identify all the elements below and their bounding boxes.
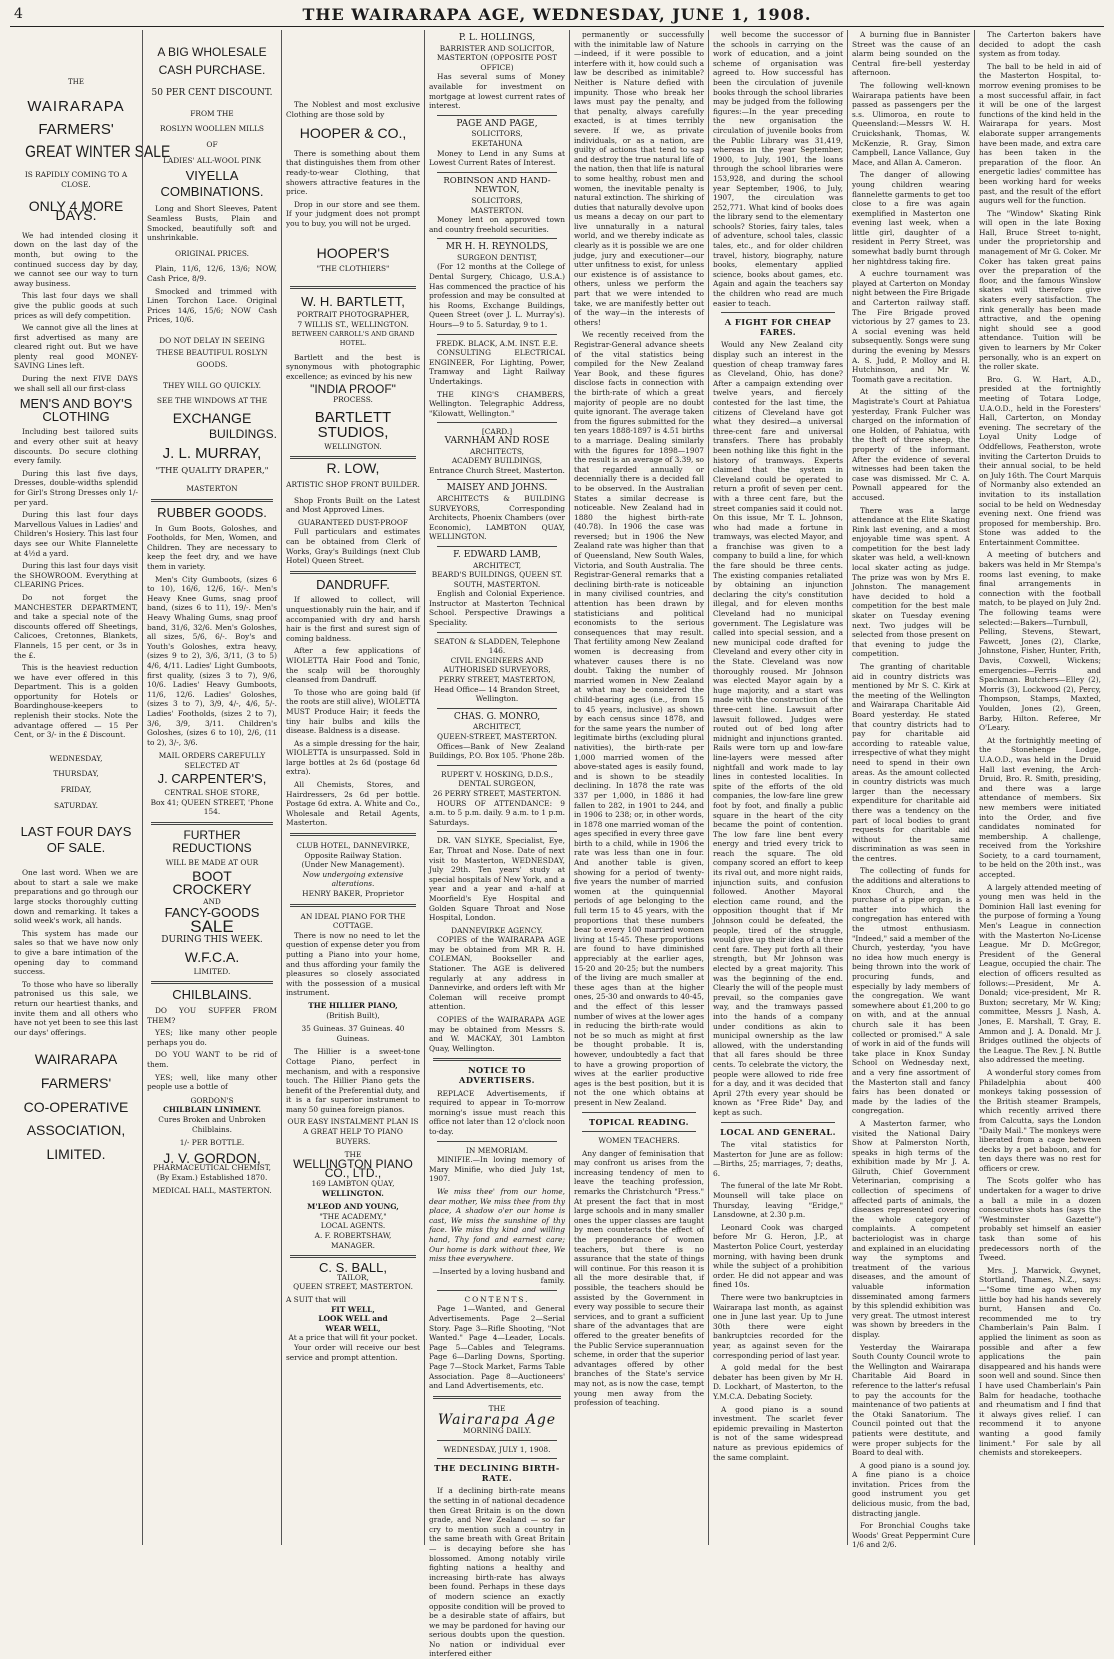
ad-line: GUARANTEED DUST-PROOF: [297, 517, 409, 527]
ad-paragraph: THE KING'S CHAMBERS, Wellington. Telegraphic Address, "Kilowatt, Wellington.": [429, 389, 565, 418]
ad-heading: LAST FOUR DAYS OF SALE.: [20, 824, 132, 856]
divider: [290, 456, 416, 459]
ad-paragraph: Smocked and trimmed with Linen Torchon Lace. Original Prices 14/6, 15/6; NOW Cash Prices, 10/6.: [147, 286, 277, 325]
ad-line: At a price that will fit your pocket.: [288, 1333, 418, 1343]
ad-paragraph: During this last five days, Dresses, double-widths splendid for Girl's Strong Dresses only 1/- per yard.: [14, 468, 138, 507]
ad-paragraph: During this last four days visit the SHOWROOM. Everything at CLEARING Prices.: [14, 561, 138, 590]
article-paragraph: A meeting of butchers and bakers was held in Mr Stempa's rooms last evening, to make final arrangements in connection with the football match, to be played on July 2nd. The following teams were selected:—Bakers—Turnbull, Pelling, Stevens, Stewart, Fawcett, Jones (2), Clarke, Johnstone, Fisher, Hunter, Frith, Davis, Coxwell, Wickens; emergencies—Ferris and Spackman. Butchers—Elley (2), Morris (3), Lockwood (2), Percy, Thompson, Stamps, Maxted, Youlden, Jones (2), Green, Barby, Hilton. Referee, Mr O'Leary.: [979, 550, 1101, 733]
ad-line: ARCHITECT,: [472, 560, 522, 570]
column-rule: [281, 30, 282, 1545]
ad-line: PORTRAIT PHOTOGRAPHER,: [296, 310, 410, 320]
ad-paragraph: All Chemists, Stores, and Hairdressers, 2s 6d per bottle. Postage 6d extra. A. White and Co., Wholesale and Retail Agents, Masterton.: [286, 780, 420, 828]
article-paragraph: The granting of charitable aid in country districts was mentioned by Mr S. C. Kirk at the meeting of the Wellington and Wairarapa Charitable Aid Board yesterday. He stated that country districts had to pay for charitable aid according to rateable value, irrespective of what they might need to spend in their own areas. As the amount collected in country districts was much larger than the necessary expenditure for charitable aid there was a tendency on the part of local bodies to grant requests for charitable aid without the same discrimination as was seen in the centres.: [852, 662, 970, 863]
ad-heading: LIMITED.: [46, 1145, 106, 1162]
ad-day: SATURDAY.: [54, 800, 98, 810]
ad-paragraph: We had intended closing it down on the last day of the month, but owing to the continued success day by day, we cannot see our way to turn away business.: [14, 230, 138, 288]
divider: [437, 172, 557, 173]
ad-paragraph: Bartlett and the best is synonymous with photographic excellence; as evinced by his new: [286, 352, 420, 381]
newspaper-title: THE WAIRARAPA AGE, WEDNESDAY, JUNE 1, 1908.: [302, 5, 812, 24]
ad-line: PERRY STREET, MASTERTON,: [438, 675, 556, 685]
divider: [437, 1440, 557, 1441]
ad-line: 169 LAMBTON QUAY,: [311, 1179, 395, 1189]
article-paragraph: Would any New Zealand city display such an interest in the question of cheap tramway fares as Cleveland, Ohio, has done? After a campaign extending over twelve years, and fiercely contested for the last time, the citizens of Cleveland have got what they desired—a universal three-cent fare and universal transfers. There has probably been nothing like this fight in the history of tramways. Experts claimed that the system in Cleveland could be operated to return a profit of seven per cent. with a three cent fare, but the street companies said it could not. On this issue, Mr T. L. Johnson, who had made a fortune in tramways, was elected Mayor, and a franchise was given to a company to build a line, for which the fare should be three cents. The existing companies retaliated by obtaining an injunction declaring the city's constitution illegal, and for eleven months Cleveland had no municipal government. The Legislature was called into special session, and a new municipal code drafted for Cleveland and every other city in the State. Cleveland was now thoroughly roused. Mr Johnson was elected Mayor again by a huge majority, and a start was made with the construction of the three-cent line. Lawsuit after lawsuit followed. Judges were routed out of bed long after midnight and injunctions granted. Rails were torn up and low-fare line-layers were messed after nightfall and work made to lay lines in contested localities. In spite of the efforts of the old companies, the low-fare line grew foot by foot, and finally a public square in the heart of the city became the point of contention. The low fare line bent every energy and tried every trick to reach the square. The old company scored an effort to keep its rival out, and more night raids, injunction suits, and confusion followed. Another Mayoral election came round, and the opposition thought that if Mr Johnson could be defeated, the people, tired of the struggle, would give up their idea of a three cent fare. They put forth all their strength, but Mr Johnson was elected by a great majority. This was the beginning of the end. Clearly the will of the people must prevail, so the companies gave way, and the tramways passed into the hands of a company under conditions as akin to municipal ownership as the law allowed, with the understanding that all fares should be three cents. To celebrate the victory, the people were allowed to ride free for a day, and it was decided that April 27th every year should be known as "Free Ride" Day, and kept as such.: [713, 340, 843, 1117]
column-leader: [574, 30, 704, 1550]
ad-day: WEDNESDAY,: [49, 753, 103, 763]
ad-paragraph: DO YOU SUFFER FROM THEM?: [147, 1005, 277, 1025]
article-paragraph: The Scots golfer who has undertaken for a wager to drive a ball a mile in a dozen consecutive shots has (says the "Westminster Gazette") probably set himself an easier task than some of his predecessors north of the Tweed.: [979, 1176, 1101, 1263]
ad-paragraph: HOURS OF ATTENDANCE: 9 a.m. to 5 p.m. daily. 9 a.m. to 1 p.m. Saturdays.: [429, 798, 565, 827]
ad-heading: CASH PURCHASE.: [158, 62, 266, 77]
ad-line: A. F. ROBERTSHAW,: [314, 1231, 392, 1240]
column-local-news-2: [979, 30, 1101, 1550]
ad-line: THE: [344, 1150, 362, 1160]
divider: [437, 422, 557, 423]
ad-heading: FANCY-GOODS: [164, 905, 260, 921]
ad-heading: J. CARPENTER'S,: [157, 771, 267, 787]
section-heading: THE DECLINING BIRTH-RATE.: [434, 1463, 560, 1483]
card-heading: MAISEY AND JOHNS.: [446, 483, 548, 494]
divider: [151, 499, 273, 502]
ad-heading: COMBINATIONS.: [160, 183, 264, 199]
divider: [437, 1290, 557, 1291]
section-heading: A FIGHT FOR CHEAP FARES.: [724, 317, 832, 337]
column-rule: [424, 30, 425, 1545]
ad-line: MAIL ORDERS CAREFULLY SELECTED AT: [158, 751, 266, 770]
ad-line: (By Exam.) Established 1870.: [156, 1172, 268, 1182]
ad-heading: EXCHANGE: [172, 410, 252, 427]
ad-line: QUEEN-STREET, MASTERTON.: [437, 732, 557, 741]
divider: [721, 1122, 835, 1123]
ad-line: Now undergoing extensive alterations.: [302, 869, 404, 889]
ad-paragraph: MINIFIE.—In loving memory of Mary Minifie, who died July 1st, 1907.: [429, 1155, 565, 1184]
article-paragraph: A largely attended meeting of young men was held in the Dominion Hall last evening for the purpose of forming a Young Men's League in connection with the Masterton No-License League. Mr D. McGregor, President of the General League, occupied the chair. The election of officers resulted as follows:—President, Mr A. Donald; vice-president, Mr R. Buxton; secretary, Mr W. King; committee, Messrs J. Nash, A. Jones, E. Marshall, T. Gray, E. Ammon and J. A. Donald. Mr J. Bridges outlined the objects of the League. The Rev. J. N. Buttle also addressed the meeting.: [979, 882, 1101, 1065]
card-heading: VARNHAM AND ROSE: [444, 435, 550, 446]
ad-paragraph: This last four days we shall give the public goods at such prices as will defy competition.: [14, 291, 138, 320]
ad-heading: ASSOCIATION,: [26, 1122, 126, 1139]
ad-heading: R. LOW,: [326, 460, 380, 477]
divider: [437, 1141, 557, 1142]
ad-heading: J. V. GORDON,: [163, 1149, 261, 1166]
ad-heading: WELLINGTON PIANO CO., LTD.,: [293, 1156, 413, 1181]
card-heading: F. EDWARD LAMB,: [453, 549, 541, 560]
divider: [437, 238, 557, 239]
section-heading: LOCAL AND GENERAL.: [720, 1126, 836, 1137]
divider: [437, 632, 557, 633]
ad-line: —Inserted by a loving husband and family.: [432, 1266, 565, 1286]
divider: [437, 708, 557, 709]
divider: [151, 981, 273, 984]
card-heading: CHAS. G. MONRO,: [453, 711, 541, 722]
ad-line: Head Office— 14 Brandon Street, Wellington.: [433, 684, 561, 704]
ad-line: WILL BE MADE AT OUR: [165, 858, 259, 868]
ad-line: CLUB HOTEL, DANNEVIRKE, Opposite Railway Station.: [296, 841, 410, 860]
ad-line: MEDICAL HALL, MASTERTON.: [152, 1186, 272, 1196]
ad-paragraph: As a simple dressing for the hair, WIOLETTA is unsurpassed. Sold in large bottles at 2s 6d (postage 6d extra).: [286, 738, 420, 777]
column-ads-2: [147, 30, 277, 1550]
ad-line: WEAR WELL,: [325, 1323, 381, 1333]
ad-paragraph: DR. VAN SLYKE, Specialist, Eye, Ear, Throat and Nose. Date of next visit to Masterton, WEDNESDAY, July 29th. Ten years' study at special hospitals of New York, and a year and a year and a-half at Moorfield's Eye Hospital and Golden Square Throat and Nose Hospital, London.: [429, 836, 565, 923]
article-paragraph: A euchre tournament was played at Carterton on Monday night between the Fire Brigade and Carterton railway staff. The Fire Brigade proved victorious by 27 games to 23. A social evening was held subsequently. Songs were sung during the evening by Messrs A. S. Judd, P. Molloy and H. Hutchinson, and Mr W. Toomath gave a recitation.: [852, 269, 970, 384]
article-paragraph: There were two bankruptcies in Wairarapa last month, as against one in June last year. Up to June 30th there were eight bankruptcies recorded for the year, as against seven for the corresponding period of last year.: [713, 1293, 843, 1360]
ad-line: "THE CLOTHIERS": [316, 264, 390, 274]
ad-paragraph: YES; well, like many other people use a bottle of: [147, 1072, 277, 1092]
ad-line: THEY WILL GO QUICKLY.: [162, 380, 262, 390]
column-rule: [847, 30, 848, 1545]
article-paragraph: We recently received from the Registrar-General advance sheets of the vital statistics being compiled for the New Zealand Year Book, and these figures disclose facts in connection with the birth-rate of which a great majority of people are no doubt quite ignorant. The average taken from the figures submitted for the ten years 1888-1897 is 4.51 births to a marriage. Dealing similarly with the figures for 1898—1907 the result is an average of 3.39, so that regarded annually or decennially there is a decided fall to be observed. In the Australian States a similar decrease is noticeable. New Zealand had in 1880 the highest birth-rate (40.78). In 1906 the case was reversed; but in 1906 the New Zealand rate was higher than that of Queensland, New South Wales, Victoria, and South Australia. The Registrar-General remarks that a declining birth-rate is noticeable in many civilised countries, and attention has been drawn by statisticians and political economists to the serious consequences that may result. That fertility among New Zealand women is decreasing from whatever causes there is no doubt. Taking the number of married women in New Zealand at what may be considered the child-bearing ages (i.e., from 15 to 45 years, inclusive) as shown by each census since 1878, and for the same years the number of legitimate births (excluding plural nativities), the birth-rate per 1,000 married women of the above-stated ages is easily found, and is shown to be steadily declining. In 1878 the rate was 337 per 1,000, in 1886 it had fallen to 282, in 1901 to 244, and in 1906 to 238; or, in other words, in 1878 one married woman of the ages specified in every three gave birth to a child, while in 1906 the rate was less than one in four. And another table is given, showing for a period of twenty-five years the number of married women at the quinquennial periods of age belonging to the full term 15 to 45 years, with the proportions that these numbers bear to every 100 married women living at 15-45. These proportions are found to have diminished appreciably at the earlier ages, 15-20 and 20-25; but the numbers of the living are much smaller at these ages than at the higher ones, 25-30 and onwards to 40-45, and the effect of this lesser number of wives at the lower ages in reducing the birth-rate would not be so much as might at first be thought probable. It is, however, undoubtedly a fact that to have a growing proportion of wives at the earlier productive ages is the best position, but it is not the one which obtains at present in New Zealand.: [574, 330, 704, 1107]
ad-heading: SALE: [190, 917, 234, 936]
ad-heading: HOOPER'S: [316, 244, 390, 261]
card-heading: MR H. H. REYNOLDS,: [445, 242, 549, 253]
column-articles: [713, 30, 843, 1550]
ad-heading: FARMERS': [40, 1074, 112, 1091]
article-paragraph: well become the successor of the schools in carrying on the work of education, and a joint scheme of organisation was agreed to. How successful has been the circulation of juvenile books through the school libraries may be judged from the following figures:—In the year preceding the new organisation the circulation of juvenile books from the Public Library was 31,419, whereas in the year September, 1900, to July, 1901, the loans through the school libraries were 153,928, and during the school year September, 1906, to July, 1907, the circulation was 252,771. What kind of books does the library send to the elementary schools? Stories, fairy tales, tales of adventure, school tales, classic tales, etc., and for older children travel, history, biography, nature books, elementary applied science, books about games, etc. Again and again the teachers say the children who read are much easier to teach.: [713, 30, 843, 308]
article-paragraph: The Carterton bakers have decided to adopt the cash system as from today.: [979, 30, 1101, 59]
ad-paragraph: COPIES of the WAIRARAPA AGE may be obtained from Messrs S. and W. MACKAY, 301 Lambton Quay, Wellington.: [429, 1015, 565, 1053]
ad-line: FROM THE: [190, 108, 234, 118]
ad-paragraph: To those who have so liberally patronised us this sale, we return our heartiest thanks, and invite them and all others who have not yet been to see this last our days' offerings.: [14, 979, 138, 1037]
ad-the: THE: [68, 78, 84, 86]
ad-heading: FARMERS': [38, 121, 114, 139]
ad-paragraph: Page 1—Wanted, and General Advertisements. Page 2—Serial Story. Page 3—Rifle Shooting, "Not Wanted." Page 4—Leader, Locals. Page 5—Cables and Telegrams. Page 6—Darling Downs, Sporting. Page 7—Stock Market, Farms Table Association. Page 8—Auctioneers' and Land Advertisements, etc.: [429, 1304, 565, 1391]
column-local-news: [852, 30, 970, 1550]
ad-paragraph: ARCHITECTS & BUILDING SURVEYORS, Corresponding Architects, Phoenix Chambers (over Economic), LAMBTON QUAY, WELLINGTON.: [429, 493, 565, 542]
ad-line: LOOK WELL and: [318, 1314, 388, 1324]
ad-line: BETWEEN CARROLL'S AND GRAND HOTEL.: [291, 329, 415, 348]
ad-line: CIVIL ENGINEERS AND AUTHORISED SURVEYORS,: [443, 655, 551, 675]
ad-line: 7 WILLIS ST., WELLINGTON.: [297, 319, 409, 329]
ad-paragraph: During this last four days Marvellous Values in Ladies' and Children's Hosiery. This last four days see our White Flannelette at 4½d a yard.: [14, 510, 138, 558]
ad-line: 35 Guineas. 37 Guineas. 40 Guineas.: [301, 1024, 405, 1043]
page-number: 4: [14, 6, 23, 22]
article-paragraph: For Bronchial Coughs take Woods' Great Peppermint Cure 1/6 and 2/6.: [852, 1521, 970, 1550]
ad-heading: "INDIA PROOF": [310, 382, 396, 397]
ad-line: OF: [206, 139, 218, 149]
ad-line: WELLINGTON.: [324, 441, 382, 451]
ad-line: FIT WELL,: [331, 1304, 375, 1314]
article-paragraph: The "Window" Skating Rink will open in the late Boxing Hall, Bruce Street to-night, under the proprietorship and management of Mr G. Coker. Mr Coker has taken great pains over the preparation of the floor, and the famous Winslow skates will therefore give skaters every satisfaction. The rink generally has been made attractive, and the opening night should see a good attendance. Tuition will be given to learners by Mr Coker personally, who is an expert on the roller skate.: [979, 208, 1101, 372]
ad-line: LADIES' ALL-WOOL PINK: [162, 155, 262, 165]
ad-paragraph: The Hillier is a sweet-tone Cottage Piano, perfect in mechanism, and with a responsive touch. The Hillier Piano gets the benefit of the Preferential duty, and it is a far superior instrument to many 50 guinea foreign pianos.: [286, 1047, 420, 1114]
ad-line: 26 PERRY STREET, MASTERTON.: [432, 788, 562, 798]
article-paragraph: A gold medal for the best debater has been given by Mr H. D. Lockhart, of Masterton, to the Y.M.C.A. Debating Society.: [713, 1363, 843, 1401]
ad-line: TAILOR,: [337, 1272, 369, 1282]
ad-paragraph: The Noblest and most exclusive Clothing are those sold by: [286, 100, 420, 119]
section-heading: CONTENTS.: [464, 1294, 530, 1304]
ad-heading: W. H. BARTLETT,: [301, 293, 405, 309]
ad-line: "THE ACADEMY,": [319, 1211, 387, 1221]
ad-line: (Under New Management).: [301, 860, 405, 870]
ad-line: M'LEOD AND YOUNG,: [307, 1202, 399, 1212]
ad-heading: BARTLETT: [314, 408, 392, 426]
section-subheading: WOMEN TEACHERS.: [598, 1136, 680, 1146]
ad-line: DO NOT DELAY IN SEEING THESE BEAUTIFUL ROSLYN GOODS.: [156, 335, 268, 369]
ad-line: Entrance Church Street, Masterton.: [429, 465, 565, 475]
card-heading: P. L. HOLLINGS,: [458, 33, 536, 43]
ad-heading: HOOPER & CO.,: [299, 125, 407, 142]
ad-line: "THE QUALITY DRAPER,": [155, 465, 269, 476]
ad-line: THE HILLIER PIANO,: [308, 1000, 398, 1010]
ad-line: ACADEMY BUILDINGS,: [451, 456, 543, 466]
ad-paragraph: After a few applications of WIOLETTA Hair Food and Tonic, the scalp will be thoroughly cleansed from Dandruff.: [286, 646, 420, 685]
ad-line: HENRY BAKER, Proprietor: [302, 889, 404, 898]
ad-day: FRIDAY,: [60, 785, 92, 795]
column-cards: [429, 30, 565, 1659]
ad-paragraph: There is now no need to let the question of expense deter you from putting a Piano into your home, and thus affording your family the pleasures so closely associated with the possession of a musical instrument.: [286, 930, 420, 998]
divider: [437, 334, 557, 335]
ad-heading: C. S. BALL,: [319, 1260, 387, 1276]
ad-line: WELLINGTON.: [322, 1188, 384, 1198]
ad-heading: GREAT WINTER SALE: [25, 141, 171, 161]
divider: [290, 904, 416, 907]
article-paragraph: A Masterton farmer, who visited the National Dairy Show at Palmerston North, speaks in high terms of the exhibition made by Mr J. A. Gilruth, Chief Government Veterinarian, comprising a collection of specimens of affected parts of animals, the diseases represented covering the whole category of complaints. A competent bacteriologist was in charge and explained in an elucidating way the symptoms and treatment of the various diseases, and the amount of valuable information disseminated among farmers by this splendid exhibition was very great. The utmost interest was shown by breeders in the display.: [852, 1118, 970, 1339]
ad-paragraph: One last word. When we are about to start a sale we make preparations and go through our large stocks thoroughly cutting down and remarking. It takes a solid week's work, all hands.: [14, 868, 138, 926]
ad-paragraph: During the next FIVE DAYS we shall sell all our first-class: [14, 374, 138, 393]
article-paragraph: The vital statistics for Masterton for June are as follow:—Births, 25; marriages, 7; deaths, 6.: [713, 1140, 843, 1178]
ad-paragraph: (For 12 months at the College of Dental Surgery, Chicago, U.S.A.) Has commenced the practice of his profession and may be consulted at his Rooms, Exchange Buildings, Queen Street (over J. L. Murray's). Hours—9 to 5. Saturday, 9 to 1.: [429, 262, 565, 330]
ad-paragraph: This system has made our sales so that we have now only to give a bare intimation of the opening day to command success.: [14, 928, 138, 977]
ad-line: 1/- PER BOTTLE.: [179, 1138, 245, 1148]
ad-paragraph: Long and Short Sleeves, Patent Seamless Busts, Plain and Smocked, beautifully soft and unshrinkable.: [147, 204, 277, 243]
ad-line: LIMITED.: [193, 966, 231, 976]
ad-paragraph: If allowed to collect, will unquestionably ruin the hair, and if accompanied with dry and harsh hair is the first and surest sign of coming baldness.: [286, 595, 420, 643]
article-paragraph: Leonard Cook was charged before Mr G. Heron, J.P., at Masterton Police Court, yesterday morning, with having been drunk while the subject of a prohibition order. He did not appear and was fined 10s.: [713, 1222, 843, 1290]
ad-heading: DANDRUFF.: [316, 576, 390, 592]
ad-line: EKETAHUNA: [471, 138, 523, 148]
ad-heading: STUDIOS,: [317, 424, 389, 442]
divider: [582, 1131, 696, 1132]
ad-heading: WAIRARAPA: [34, 1051, 118, 1068]
article-paragraph: At the fortnightly meeting of the Stonehenge Lodge, U.A.O.D., was held in the Druid Hall last evening, the Arch-Druid, Bro. R. Smith, presiding, and there was a large attendance of members. Six new members were initiated into the Order, and five candidates nominated for membership. A challenge, received from the Yorkshire Society, to a card tournament, to be held on the 20th inst., was accepted.: [979, 735, 1101, 880]
ad-paragraph: Offices—Bank of New Zealand Buildings, P.O. Box 105. 'Phone 28b.: [429, 741, 565, 761]
article-paragraph: There was a large attendance at the Elite Skating Rink last evening, and a most enjoyable time was spent. A competition for the best lady skater was held, a well-known local skater acting as judge. The prize was won by Mrs E. Johnston. The management have decided to hold a competition for the best male skater on Tuesday evening next. Two judges will be selected from those present on that evening to judge the competition.: [852, 505, 970, 659]
divider: [437, 546, 557, 547]
ad-line: ARTISTIC SHOP FRONT BUILDER.: [286, 480, 420, 490]
ad-paragraph: YES; like many other people perhaps you do.: [147, 1028, 277, 1047]
article-paragraph: At the sitting of the Magistrate's Court at Pahiatua yesterday, Frank Fulcher was charged on the information of one Holden, of Pahiatua, with the theft of three sheep, the property of the informant. After the evidence of several witnesses had been taken the case was dismissed. Mr C. A. Pownall appeared for the accused.: [852, 387, 970, 502]
ad-line: AN IDEAL PIANO FOR THE COTTAGE.: [300, 911, 406, 931]
card-heading: ROBINSON AND HAND-NEWTON,: [443, 175, 551, 196]
ad-line: BEARD'S BUILDINGS, QUEEN ST. SOUTH, MASTERTON.: [431, 570, 563, 589]
divider: [437, 115, 557, 116]
ad-paragraph: Your order will receive our best service and prompt attention.: [286, 1342, 420, 1362]
ad-line: SEE THE WINDOWS AT THE: [156, 396, 268, 406]
ad-line: ROSLYN WOOLLEN MILLS: [160, 124, 264, 134]
ad-paragraph: To those who are going bald (if the roots are still alive), WIOLETTA MUST Produce Hair; it feeds the tiny hair bulbs and kills the disease. Baldness is a disease.: [286, 687, 420, 736]
article-paragraph: A good piano is a sound investment. The scarlet fever epidemic prevailing in Masterton is not of the same widespread nature as previous epidemics of the same complaint.: [713, 1404, 843, 1462]
ad-line: A SUIT that will: [286, 1294, 347, 1304]
ad-line: GORDON'S: [190, 1095, 234, 1105]
ad-heading: W.F.C.A.: [184, 949, 240, 966]
ad-line: MASTERTON (OPPOSITE POST OFFICE): [436, 53, 558, 72]
ad-paragraph: Shop Fronts Built on the Latest and Most Approved Lines.: [286, 495, 420, 515]
ad-heading: RUBBER GOODS.: [157, 505, 267, 521]
ad-paragraph: DO YOU WANT to be rid of them.: [147, 1050, 277, 1069]
ad-line: QUEEN STREET, MASTERTON.: [293, 1282, 413, 1292]
ad-paragraph: We miss thee' from our home, dear mother, We miss thee from thy place, A shadow o'er our home is cast, We miss the sunshine of thy face. We miss thy kind and willing hand, Thy fond and earnest care; Our home is dark without thee, We miss thee everywhere.: [429, 1186, 565, 1264]
ad-line: OUR EASY INSTALMENT PLAN IS A GREAT HELP TO PIANO BUYERS.: [287, 1117, 419, 1146]
ad-line: MASTERTON.: [470, 205, 524, 215]
ad-line: MASTERTON: [186, 484, 238, 494]
article-paragraph: A good piano is a sound joy. A fine piano is a choice invitation. Prices from the good instrument you get delicious music, from the bad, distracting jangle.: [852, 1460, 970, 1518]
ad-paragraph: Money to Lend in any Sums at Lowest Current Rates of Interest.: [429, 148, 565, 168]
ad-paragraph: Drop in our store and see them. If your judgment does not prompt you to buy, you will not be urged.: [286, 199, 420, 228]
divider: [290, 571, 416, 574]
ad-heading: BUILDINGS.: [208, 426, 277, 441]
ad-line: MORNING DAILY.: [462, 1426, 532, 1435]
card-heading: SEATON & SLADDEN, Telephone 146.: [434, 636, 560, 656]
divider: [290, 1255, 416, 1258]
ad-line: Box 41; QUEEN STREET, 'Phone 154.: [150, 797, 274, 817]
ad-paragraph: Plain, 11/6, 12/6, 13/6; NOW, Cash Price, 8/9.: [147, 264, 277, 283]
ad-heading: CO-OPERATIVE: [23, 1098, 129, 1115]
ad-line: MANAGER.: [331, 1240, 375, 1250]
column-rule: [569, 30, 570, 1545]
article-paragraph: Yesterday the Wairarapa South County Council wrote to the Wellington and Wairarapa Charitable Aid Board in reference to the latter's refusal to pay the accounts for the maintenance of two patients at the Otaki Sanatorium. The Council pointed out that the patients were destitute, and were proper subjects for the Board to deal with.: [852, 1342, 970, 1458]
divider: [721, 312, 835, 313]
card-heading: FREDK. BLACK, A.M. INST. E.E.: [435, 338, 559, 348]
ad-paragraph: Money lent on approved town and country freehold securities.: [429, 215, 565, 234]
ad-paragraph: Do not forget the MANCHESTER DEPARTMENT, and take a special note of the discounts offered off Sheetings, Calicoes, Cretonnes, Blankets, Flannels, 15 per cent, or 3s in the £.: [14, 592, 138, 660]
ad-paragraph: We cannot give all the lines at first advertised as many are cleared right out. But we have plenty real good MONEY-SAVING Lines left.: [14, 323, 138, 371]
divider: [290, 286, 416, 289]
divider: [437, 831, 557, 832]
ad-line: [CARD.]: [481, 427, 513, 437]
card-heading: RUPERT V. HOSKING, D.D.S.,: [441, 769, 553, 779]
card-heading: PAGE AND PAGE,: [456, 118, 538, 129]
ad-line: SURGEON DENTIST,: [457, 252, 537, 262]
article-paragraph: The ball to be held in aid of the Masterton Hospital, to-morrow evening promises to be a most successful affair, in fact it will be one of the largest functions of the kind held in the Wairarapa for years. Most elaborate supper arrangements have been made, and extra care has been taken in the preparation of the floor. An energetic ladies' committee has been working hard for weeks past, and the result of the effort augurs well for the function.: [979, 61, 1101, 206]
section-heading: TOPICAL READING.: [588, 1116, 690, 1127]
ad-heading: CHILBLAINS.: [172, 987, 252, 1003]
ad-paragraph: COPIES of the WAIRARAPA AGE may be obtained from MR R. H. COLEMAN, Bookseller and Stationer. The AGE is delivered regularly at any address in Dannevirke, and orders left with Mr Coleman will receive prompt attention.: [429, 935, 565, 1012]
ad-heading: A BIG WHOLESALE: [157, 45, 267, 59]
ad-heading: REDUCTIONS: [172, 841, 252, 856]
masthead: [10, 0, 1104, 27]
ad-line: Cures Broken and Unbroken Chilblains.: [158, 1114, 266, 1134]
ad-line: AND: [203, 896, 221, 906]
ad-line: THE: [488, 1403, 506, 1413]
divider: [151, 822, 273, 825]
divider: [437, 765, 557, 766]
article-paragraph: Any danger of feminisation that may confront us arises from the increasing tendency of men to leave the teaching profession, remarks the Christchurch "Press." At present the fact that in most large schools and in many smaller ones the upper classes are taught by men counteracts the effect of the preponderance of women teachers, but there is no assurance that the state of things will continue. For this reason it is all the more desirable that, if possible, the teachers should be assisted by the Government in every way possible to secure their services, and to grant a sufficient share of the advantages that are offered to the greater benefits of the Public Service superannuation scheme, in order that the superior advantages offered by other branches of the State's service may not, as is now the case, tempt young men away from the profession of teaching.: [574, 1148, 704, 1408]
ad-paragraph: Has several sums of Money available for investment on mortgage at lowest current rates of interest.: [429, 72, 565, 111]
ad-heading: CLOTHING: [42, 408, 110, 424]
ad-heading: CROCKERY: [172, 881, 252, 898]
divider: [582, 1112, 696, 1113]
ad-heading: FURTHER: [183, 827, 241, 842]
ad-paragraph: In Gum Boots, Goloshes, and Footholds, for Men, Women, and Children. They are necessary to keep the feet dry, and we have them in variety.: [147, 523, 277, 571]
article-paragraph: If a declining birth-rate means the setting in of national decadence then Great Britain is on the down grade, and New Zealand — so far cry to mention such a country in the same breath with Great Britain — is decaying before she has blossomed. Among notably virile fighting nations a healthy and increasing birth-rate has always been found. Perhaps in these days of modern science an exactly opposite condition will be proved to be a desirable state of affairs, but we may be pardoned for having our serious doubts upon the question. No nation or individual ever interfered either: [429, 1486, 565, 1659]
ad-line: SOLICITORS,: [471, 129, 523, 139]
divider: [433, 1058, 561, 1061]
column-rule: [142, 30, 143, 1545]
ad-heading: J. L. MURRAY,: [162, 445, 262, 463]
ad-heading: ONLY 4 MORE DAYS.: [28, 197, 124, 224]
ad-line: 50 PER CENT DISCOUNT.: [151, 88, 273, 99]
article-paragraph: The danger of allowing young children wearing flannelette garments to get too close to a fire was again exemplified in Masterton one evening last week, when a little girl, daughter of a resident in Perry Street, was somewhat badly burnt through her nightdress taking fire.: [852, 170, 970, 266]
column-rule: [708, 30, 709, 1545]
ad-line: DURING THIS WEEK.: [161, 934, 263, 945]
article-paragraph: The following well-known Wairarapa patients have been passed as passengers per the s.s. Ulimoroa, en route to Queensland:—Messrs W. H. Cruickshank, Thomas, W. McKenzie, R. Gray, Simon Campbell, Lance Vallance, Guy Mace, and Allan A. Cameron.: [852, 80, 970, 167]
article-paragraph: permanently or successfully with the inimitable law of Nature—indeed, if it were possible to interfere with it, how could such a law be described as inimitable? Neither is Nature defied with impunity. Those who break her laws must pay the penalty, and that penalty, always carefully exacted, is at times terribly severe. If we, as private individuals, or as a nation, are guilty of actions that tend to sap and destroy the true natural life of the nation, then that life is natural to some healthy, robust men and women, the inevitable penalty is natural extinction. The shirking of duties that naturally devolve upon us means a decay on our part to live unnaturally in a natural world, and we thereby indicate as clearly as it is possible we are one judge, jury and executioner—our utter unfitness to exist, for unless our existence is of assistance to others, unless we perform the part that we were intended to take, we are manifestly better out of the way—in the interests of others!: [574, 30, 704, 327]
ad-line: PHARMACEUTICAL CHEMIST,: [153, 1163, 271, 1173]
ad-heading: MEN'S AND BOY'S: [19, 396, 133, 412]
column-ads-3: [286, 30, 420, 1550]
article-paragraph: The funeral of the late Mr Robt. Mounsell will take place on Thursday, leaving "Eridge," Lansdowne, at 2.30 p.m.: [713, 1181, 843, 1220]
ad-paragraph: Including best tailored suits and every other suit at heavy discounts. Do secure clothing every family.: [14, 427, 138, 466]
ad-line: DENTAL SURGEON,: [458, 779, 536, 789]
divider: [437, 479, 557, 480]
ad-heading: WAIRARAPA: [27, 97, 125, 115]
article-paragraph: Bro. G. W. Hart, A.D., presided at the fortnightly meeting of Totara Lodge, U.A.O.D., held in the Foresters' Hall, Carterton, on Monday evening. The secretary of the Loyal Unity Lodge of Oddfellows, Featherston, wrote inviting the Carterton Druids to their annual social, to be held on July 16th. The Court Marquis of Normanby also extended an invitation to its installation social to be held on Wednesday evening next. One friend was proposed for membership. Bro. Stone was added to the Entertainment Committee.: [979, 374, 1101, 547]
ad-line: BARRISTER AND SOLICITOR,: [439, 43, 555, 53]
article-paragraph: A wonderful story comes from Philadelphia about 400 monkeys taking possession of the British steamer Brampels, which recently arrived there from Calcutta, says the London "Daily Mail." The monkeys were liberated from a cage between decks by a pet baboon, and for ten days there was no rest for officers or crew.: [979, 1067, 1101, 1173]
leader-date: WEDNESDAY, JULY 1, 1908.: [443, 1444, 551, 1454]
ad-line: IS RAPIDLY COMING TO A CLOSE.: [24, 170, 128, 189]
ad-line: PROCESS.: [333, 395, 373, 405]
divider: [290, 833, 416, 836]
ad-heading: BOOT: [192, 867, 232, 884]
ad-line: ARCHITECT,: [472, 722, 522, 732]
divider: [433, 1396, 561, 1399]
article-paragraph: A burning flue in Bannister Street was the cause of an alarm being sounded on the Central fire-bell yesterday afternoon.: [852, 30, 970, 78]
ad-line: CHILBLAIN LINIMENT.: [162, 1105, 262, 1115]
ad-paragraph: Full particulars and estimates can be obtained from Clerk of Works, Gray's Buildings (next Club Hotel) Queen Street.: [286, 527, 420, 566]
column-farmers-sale: [14, 30, 171, 1550]
ad-line: ARCHITECTS,: [470, 446, 524, 456]
article-paragraph: The collecting of funds for the additions and alterations to Knox Church, and the purchase of a pipe organ, is a matter into which the congregation has entered with the utmost enthusiasm. "Indeed," said a member of the Church, yesterday, "you have no idea how much energy is being thrown into the work of procuring funds, and especially by lady members of the congregation. We want somewhere about £1,200 to go on with, and at the annual church sale it has been collected or promised." A sale of work in aid of the funds will take place in Knox Sunday School on Wednesday next, and a very fine assortment of the Masterton stall and fancy fairs has been donated or made by the ladies of the congregation.: [852, 866, 970, 1116]
ad-line: (British Built),: [326, 1010, 380, 1020]
newspaper-nameplate: Wairarapa Age: [437, 1412, 557, 1429]
ad-day: THURSDAY,: [53, 769, 99, 779]
ad-line: SOLICITORS,: [471, 195, 523, 205]
ad-paragraph: There is something about them that distinguishes them from other ready-to-wear Clothing, that showers attractive features in the price.: [286, 148, 420, 197]
ad-heading: VIYELLA: [185, 168, 239, 184]
ad-line: DANNEVIRKE AGENCY.: [451, 925, 543, 935]
newspaper-page: [10, 0, 1104, 1659]
section-heading: IN MEMORIAM.: [465, 1145, 529, 1155]
ad-paragraph: This is the heaviest reduction we have ever offered in this Department. This is a golden opportunity for Hotels or Boardinghouse-keepers to replenish their stocks. Note the advantage offered — 15 Per Cent, or 3/- in the £ Discount.: [14, 663, 138, 740]
ad-paragraph: English and Colonial Experience. Instructor at Masterton Technical School. Perspective Drawings a Speciality.: [429, 589, 565, 628]
article-paragraph: Mrs. J. Marwick, Gwynet, Stortland, Thames, N.Z., says:—"Some time ago when my little boy had his hands severely burnt, Hansen and Co. recommended me to try Chamberlain's Pain Balm. I applied the liniment as soon as possible and after a few applications the pain disappeared and his hands were soon well and sound. Since then I have used Chamberlain's Pain Balm for headache, toothache and rheumatism and I find that it always gives relief. I can recommend it to anyone wanting a good family liniment." For sale by all chemists and storekeepers.: [979, 1265, 1101, 1458]
ad-line: LOCAL AGENTS.: [320, 1221, 386, 1231]
ad-line: CENTRAL SHOE STORE,: [164, 788, 260, 798]
ad-paragraph: CONSULTING ELECTRICAL ENGINEER, For Lighting, Power, Tramway and Light Railway Undertakings.: [429, 348, 565, 386]
ad-paragraph: Men's City Gumboots, (sizes 6 to 10), 16/6, 12/6, 16/-. Men's Heavy Knee Gums, snag proof band, (sizes 6 to 11), 19/-. Men's Heavy Whaling Gums, snag proof band, 31/6, 32/6. Men's Goloshes, all sizes, 5/6, 6/-. Boy's and Youth's Goloshes, extra heavy, (sizes 9 to 2), 3/6, 3/11, (3 to 5) 4/6, 4/11. Ladies' Light Gumboots, first quality, (sizes 3 to 7), 9/6, 10/6. Ladies' Heavy Gumboots, 11/6, 12/6. Ladies' Goloshes, (sizes 3 to 7), 3/9, 4/-, 4/6, 5/-. Ladies' Footholds, (sizes 2 to 7), 3/6, 3/9, 3/11. Children's Goloshes, (sizes 6 to 10), 2/6, (11 to 2), 3/-, 3/6.: [147, 574, 277, 747]
ad-paragraph: REPLACE Advertisements, if required to appear in To-morrow morning's issue must reach this office not later than 12 o'clock noon to-day.: [429, 1088, 565, 1136]
ad-line: ORIGINAL PRICES.: [174, 248, 250, 258]
divider: [437, 1458, 557, 1459]
section-heading: NOTICE TO ADVERTISERS.: [459, 1065, 535, 1085]
column-rule: [974, 30, 975, 1545]
